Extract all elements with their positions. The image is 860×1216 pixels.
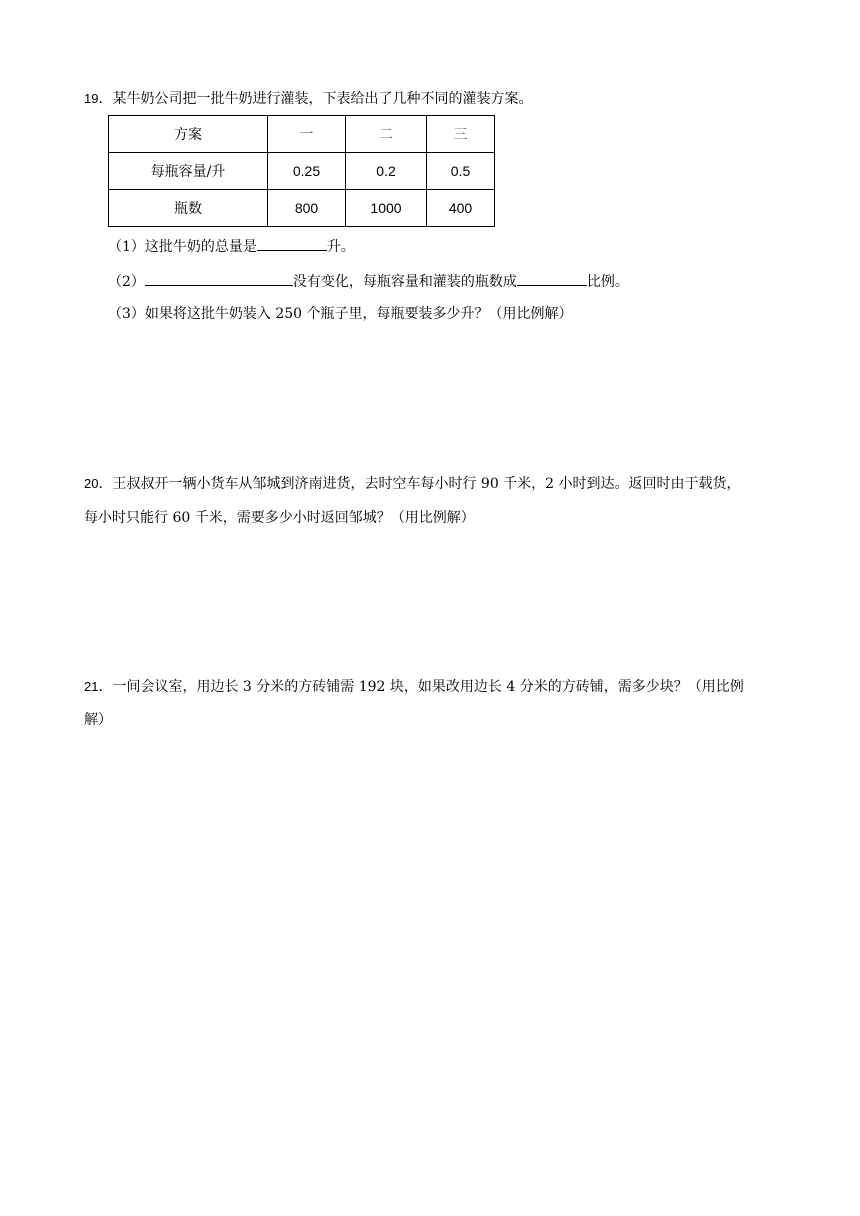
answer-blank[interactable] — [145, 273, 293, 286]
question-21-text: ．一间会议室，用边长 3 分米的方砖铺需 192 块，如果改用边长 4 分米的方砖铺，需多少块？（用比例 — [98, 679, 744, 695]
table-cell: 800 — [268, 190, 346, 227]
table-cell: 0.25 — [268, 153, 346, 190]
table-header-cell: 三 — [427, 116, 495, 153]
answer-blank[interactable] — [257, 238, 327, 251]
part-2-prefix: （2） — [108, 274, 145, 290]
question-21-number: 21 — [84, 679, 99, 694]
question-20-line-1 — [84, 477, 810, 491]
part-2-suffix: 比例。 — [586, 274, 629, 290]
answer-blank[interactable] — [517, 273, 587, 286]
question-20-text: ．王叔叔开一辆小货车从邹城到济南进货，去时空车每小时行 90 千米，2 小时到达。返回时由于载货， — [98, 476, 741, 492]
table-cell: 0.5 — [427, 153, 495, 190]
table-header-cell: 方案 — [109, 116, 268, 153]
question-19-part-3: （3）如果将这批牛奶装入 250 个瓶子里，每瓶要装多少升？（用比例解） — [108, 306, 573, 322]
table-cell: 1000 — [346, 190, 427, 227]
question-19-stem — [84, 92, 810, 106]
question-19-part-1 — [108, 238, 355, 254]
table-row — [109, 153, 495, 190]
table-header-cell: 二 — [346, 116, 427, 153]
part-1-text: （1）这批牛奶的总量是 — [108, 239, 257, 255]
question-20-line-2: 每小时只能行 60 千米，需要多少小时返回邹城？（用比例解） — [84, 510, 475, 526]
table-cell: 0.2 — [346, 153, 427, 190]
question-21-line-2: 解） — [84, 712, 112, 728]
part-1-suffix: 升。 — [326, 239, 355, 255]
filling-plan-table — [108, 115, 495, 227]
question-19-number: 19 — [84, 91, 99, 106]
question-19-part-2 — [108, 273, 629, 289]
question-20-number: 20 — [84, 476, 99, 491]
table-row-label: 瓶数 — [109, 190, 268, 227]
question-21-line-1 — [84, 680, 810, 694]
table-cell: 400 — [427, 190, 495, 227]
table-row-label: 每瓶容量/升 — [109, 153, 268, 190]
table-header-row — [109, 116, 495, 153]
table-header-cell: 一 — [268, 116, 346, 153]
table-row — [109, 190, 495, 227]
question-19-text: ．某牛奶公司把一批牛奶进行灌装，下表给出了几种不同的灌装方案。 — [98, 91, 533, 107]
part-2-text: 没有变化，每瓶容量和灌装的瓶数成 — [292, 274, 517, 290]
